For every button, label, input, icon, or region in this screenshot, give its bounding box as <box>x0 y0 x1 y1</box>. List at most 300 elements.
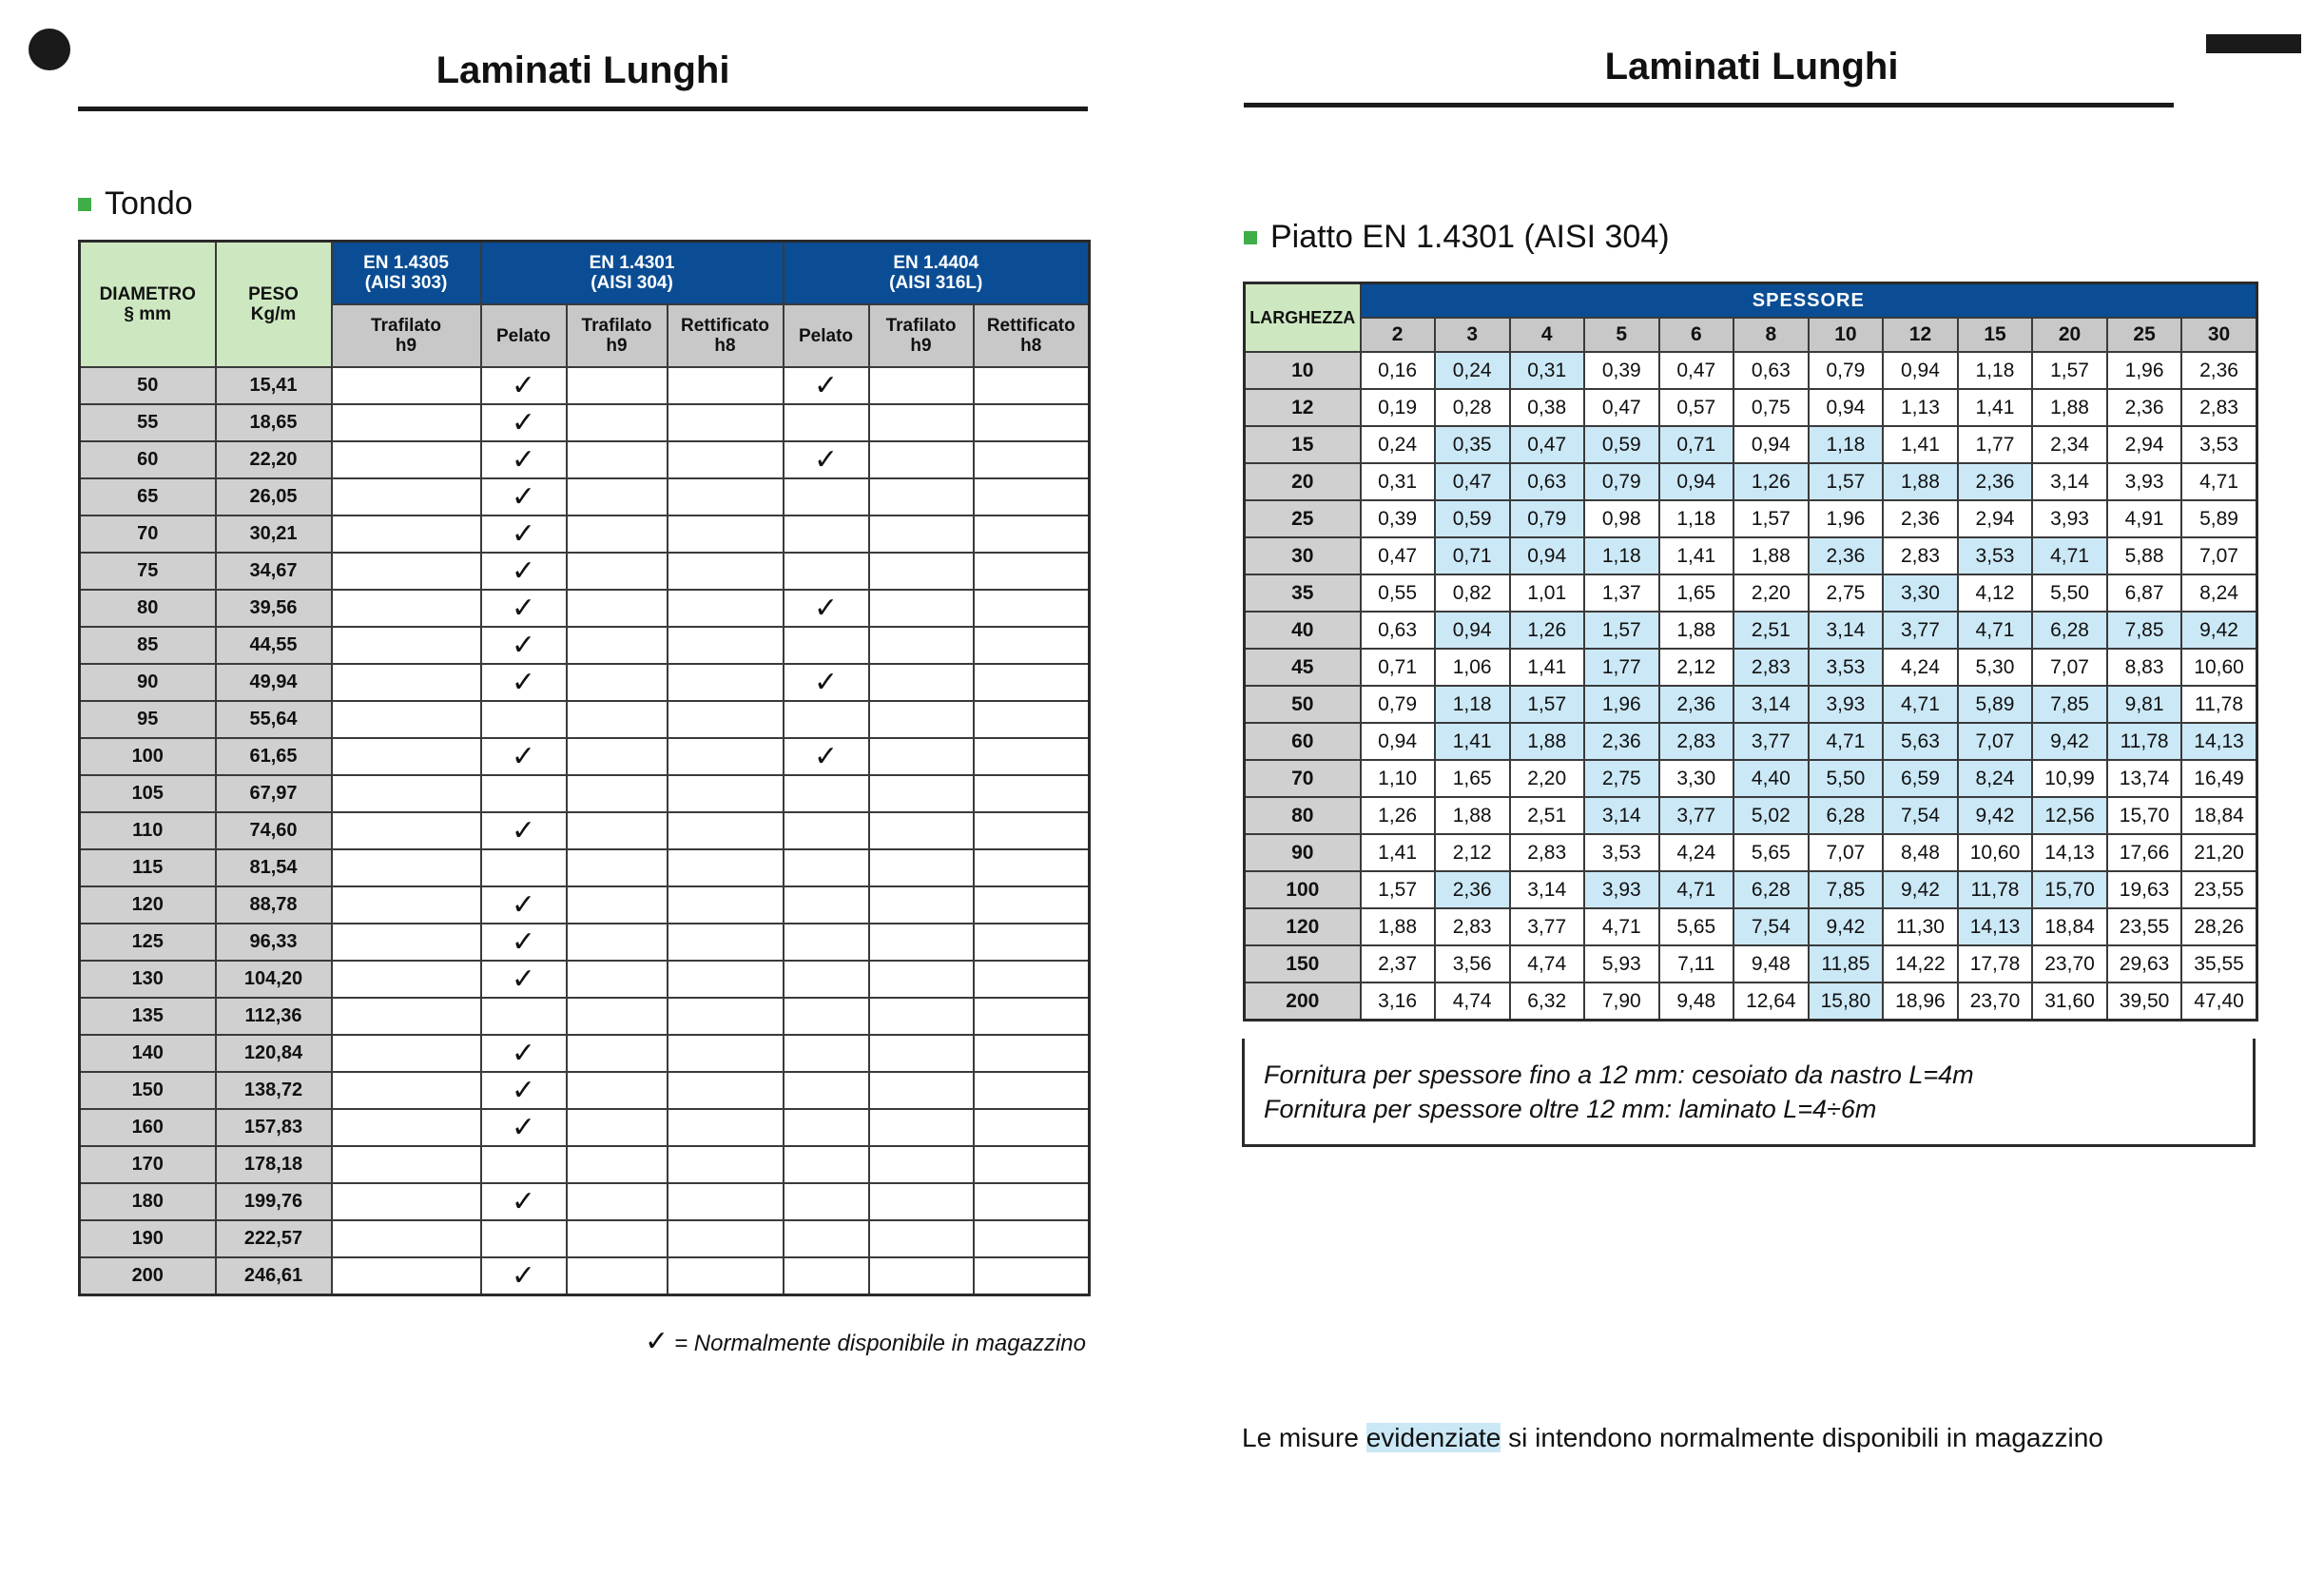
empty-cell <box>784 1035 869 1072</box>
empty-cell <box>784 1072 869 1109</box>
empty-cell <box>784 924 869 961</box>
weight-cell: 10,99 <box>2032 760 2107 797</box>
table-row <box>80 1183 1090 1220</box>
empty-cell <box>567 367 668 404</box>
empty-cell <box>668 1109 784 1146</box>
diametro-cell: 120 <box>80 886 216 924</box>
weight-cell-available: 2,83 <box>1659 723 1733 760</box>
sub-header: Rettificato h8 <box>974 304 1090 367</box>
weight-cell: 7,07 <box>1809 834 1883 871</box>
empty-cell <box>481 775 567 812</box>
weight-cell: 23,70 <box>1958 983 2032 1021</box>
weight-cell: 1,96 <box>2107 352 2181 389</box>
weight-cell: 6,32 <box>1510 983 1584 1021</box>
table-row <box>1245 463 2257 500</box>
diametro-cell: 85 <box>80 627 216 664</box>
peso-cell: 120,84 <box>216 1035 332 1072</box>
weight-cell-available: 1,18 <box>1435 686 1510 723</box>
weight-cell-available: 3,93 <box>1809 686 1883 723</box>
availability-check-cell: ✓ <box>481 1257 567 1295</box>
thickness-header: 20 <box>2032 318 2107 352</box>
availability-check-cell: ✓ <box>481 516 567 553</box>
weight-cell-available: 4,71 <box>1809 723 1883 760</box>
diametro-cell: 65 <box>80 478 216 516</box>
weight-cell: 0,19 <box>1361 389 1435 426</box>
green-bullet-icon <box>78 198 91 211</box>
weight-cell-available: 9,81 <box>2107 686 2181 723</box>
larghezza-cell: 25 <box>1245 500 1361 537</box>
empty-cell <box>974 590 1090 627</box>
col-header-diametro: DIAMETRO § mm <box>80 242 216 368</box>
empty-cell <box>974 775 1090 812</box>
weight-cell-available: 11,78 <box>2107 723 2181 760</box>
weight-cell: 1,41 <box>1883 426 1958 463</box>
empty-cell <box>869 701 974 738</box>
empty-cell <box>784 1257 869 1295</box>
availability-check-cell: ✓ <box>784 664 869 701</box>
thickness-header: 5 <box>1584 318 1659 352</box>
weight-cell-available: 0,71 <box>1659 426 1733 463</box>
peso-cell: 15,41 <box>216 367 332 404</box>
diametro-cell: 90 <box>80 664 216 701</box>
table-row <box>1245 686 2257 723</box>
weight-cell: 1,01 <box>1510 574 1584 612</box>
table-row <box>1245 426 2257 463</box>
weight-cell-available: 4,71 <box>2032 537 2107 574</box>
weight-cell: 0,94 <box>1883 352 1958 389</box>
table-row <box>80 664 1090 701</box>
group-header-spessore: SPESSORE <box>1361 283 2257 319</box>
table-row <box>1245 537 2257 574</box>
empty-cell <box>784 1109 869 1146</box>
weight-cell: 0,47 <box>1361 537 1435 574</box>
empty-cell <box>332 812 481 849</box>
empty-cell <box>869 367 974 404</box>
empty-cell <box>332 886 481 924</box>
availability-check-cell: ✓ <box>481 1183 567 1220</box>
weight-cell-available: 5,89 <box>1958 686 2032 723</box>
weight-cell: 12,64 <box>1733 983 1809 1021</box>
weight-cell: 16,49 <box>2181 760 2256 797</box>
empty-cell <box>481 1146 567 1183</box>
weight-cell: 0,57 <box>1659 389 1733 426</box>
weight-cell-available: 1,57 <box>1510 686 1584 723</box>
weight-cell: 1,41 <box>1361 834 1435 871</box>
weight-cell: 5,65 <box>1733 834 1809 871</box>
sub-header: Pelato <box>481 304 567 367</box>
supply-note-line-1: Fornitura per spessore fino a 12 mm: cesoiato da nastro L=4m <box>1264 1060 1974 1089</box>
weight-cell-available: 3,14 <box>1584 797 1659 834</box>
diametro-cell: 140 <box>80 1035 216 1072</box>
diametro-cell: 60 <box>80 441 216 478</box>
empty-cell <box>332 924 481 961</box>
weight-cell-available: 15,70 <box>2032 871 2107 908</box>
weight-cell: 28,26 <box>2181 908 2256 945</box>
weight-cell-available: 1,88 <box>1510 723 1584 760</box>
weight-cell: 4,74 <box>1435 983 1510 1021</box>
availability-check-cell: ✓ <box>481 367 567 404</box>
group-header-1-4301: EN 1.4301 (AISI 304) <box>481 242 784 305</box>
weight-cell: 0,28 <box>1435 389 1510 426</box>
weight-cell: 0,94 <box>1809 389 1883 426</box>
weight-cell: 1,65 <box>1659 574 1733 612</box>
diametro-cell: 135 <box>80 998 216 1035</box>
weight-cell-available: 5,63 <box>1883 723 1958 760</box>
weight-cell-available: 7,54 <box>1733 908 1809 945</box>
empty-cell <box>567 701 668 738</box>
empty-cell <box>869 961 974 998</box>
empty-cell <box>668 1183 784 1220</box>
weight-cell-available: 6,28 <box>1809 797 1883 834</box>
weight-cell: 5,30 <box>1958 649 2032 686</box>
table-row <box>80 998 1090 1035</box>
group-header-1-4404: EN 1.4404 (AISI 316L) <box>784 242 1090 305</box>
weight-cell: 17,78 <box>1958 945 2032 983</box>
availability-check-cell: ✓ <box>481 738 567 775</box>
col-header-peso: PESO Kg/m <box>216 242 332 368</box>
peso-cell: 104,20 <box>216 961 332 998</box>
table-row <box>1245 908 2257 945</box>
supply-note-box <box>1242 1039 2256 1147</box>
left-page-title: Laminati Lunghi <box>436 49 730 91</box>
diametro-cell: 160 <box>80 1109 216 1146</box>
empty-cell <box>869 590 974 627</box>
weight-cell: 1,37 <box>1584 574 1659 612</box>
weight-cell: 1,41 <box>1958 389 2032 426</box>
weight-cell: 18,96 <box>1883 983 1958 1021</box>
table-row <box>80 1072 1090 1109</box>
empty-cell <box>567 1109 668 1146</box>
empty-cell <box>481 849 567 886</box>
table-row <box>80 404 1090 441</box>
empty-cell <box>974 516 1090 553</box>
table-row <box>80 1257 1090 1295</box>
larghezza-cell: 45 <box>1245 649 1361 686</box>
table-row <box>80 701 1090 738</box>
weight-cell: 0,63 <box>1361 612 1435 649</box>
empty-cell <box>567 849 668 886</box>
weight-cell-available: 8,24 <box>1958 760 2032 797</box>
empty-cell <box>974 664 1090 701</box>
peso-cell: 44,55 <box>216 627 332 664</box>
weight-cell: 2,94 <box>2107 426 2181 463</box>
weight-cell: 3,30 <box>1659 760 1733 797</box>
empty-cell <box>567 404 668 441</box>
weight-cell-available: 7,07 <box>1958 723 2032 760</box>
weight-cell-available: 3,53 <box>1958 537 2032 574</box>
piatto-table <box>1243 282 2258 1021</box>
table-row <box>80 478 1090 516</box>
weight-cell-available: 1,57 <box>1584 612 1659 649</box>
table-row <box>1245 612 2257 649</box>
weight-cell-available: 15,80 <box>1809 983 1883 1021</box>
weight-cell: 1,18 <box>1659 500 1733 537</box>
weight-cell: 3,53 <box>2181 426 2256 463</box>
thickness-header: 15 <box>1958 318 2032 352</box>
table-row <box>1245 649 2257 686</box>
weight-cell: 0,94 <box>1361 723 1435 760</box>
table-row <box>80 886 1090 924</box>
tondo-section-heading <box>78 185 193 223</box>
empty-cell <box>567 998 668 1035</box>
empty-cell <box>332 1072 481 1109</box>
weight-cell-available: 0,94 <box>1510 537 1584 574</box>
right-title-rule <box>1244 103 2174 107</box>
availability-check-cell: ✓ <box>481 478 567 516</box>
empty-cell <box>332 404 481 441</box>
diametro-cell: 95 <box>80 701 216 738</box>
tondo-legend-text: = Normalmente disponibile in magazzino <box>674 1331 1086 1356</box>
weight-cell: 4,71 <box>1584 908 1659 945</box>
empty-cell <box>974 1220 1090 1257</box>
peso-cell: 61,65 <box>216 738 332 775</box>
weight-cell: 0,39 <box>1584 352 1659 389</box>
peso-cell: 138,72 <box>216 1072 332 1109</box>
empty-cell <box>668 886 784 924</box>
weight-cell: 1,18 <box>1958 352 2032 389</box>
empty-cell <box>567 1146 668 1183</box>
peso-cell: 222,57 <box>216 1220 332 1257</box>
table-row <box>80 590 1090 627</box>
availability-check-cell: ✓ <box>481 441 567 478</box>
empty-cell <box>869 441 974 478</box>
empty-cell <box>869 404 974 441</box>
empty-cell <box>869 849 974 886</box>
weight-cell: 18,84 <box>2032 908 2107 945</box>
table-row <box>80 627 1090 664</box>
weight-cell: 0,39 <box>1361 500 1435 537</box>
empty-cell <box>668 701 784 738</box>
weight-cell: 1,65 <box>1435 760 1510 797</box>
sub-header: Rettificato h8 <box>668 304 784 367</box>
weight-cell: 7,07 <box>2032 649 2107 686</box>
piatto-legend <box>1242 1423 2103 1453</box>
weight-cell-available: 0,79 <box>1510 500 1584 537</box>
weight-cell: 0,82 <box>1435 574 1510 612</box>
weight-cell-available: 0,59 <box>1435 500 1510 537</box>
weight-cell-available: 9,42 <box>2181 612 2256 649</box>
thickness-header: 25 <box>2107 318 2181 352</box>
table-row <box>80 516 1090 553</box>
weight-cell: 4,71 <box>2181 463 2256 500</box>
weight-cell-available: 1,41 <box>1435 723 1510 760</box>
weight-cell-available: 1,77 <box>1584 649 1659 686</box>
diametro-cell: 100 <box>80 738 216 775</box>
weight-cell: 2,83 <box>1883 537 1958 574</box>
weight-cell: 2,20 <box>1510 760 1584 797</box>
weight-cell: 4,91 <box>2107 500 2181 537</box>
table-row <box>1245 352 2257 389</box>
peso-cell: 88,78 <box>216 886 332 924</box>
larghezza-cell: 10 <box>1245 352 1361 389</box>
weight-cell: 0,55 <box>1361 574 1435 612</box>
availability-check-cell: ✓ <box>481 1072 567 1109</box>
empty-cell <box>668 1035 784 1072</box>
table-row <box>80 849 1090 886</box>
weight-cell-available: 9,42 <box>1883 871 1958 908</box>
empty-cell <box>974 701 1090 738</box>
weight-cell: 0,38 <box>1510 389 1584 426</box>
availability-check-cell: ✓ <box>784 590 869 627</box>
weight-cell: 1,88 <box>1733 537 1809 574</box>
peso-cell: 199,76 <box>216 1183 332 1220</box>
table-row <box>80 1220 1090 1257</box>
table-row <box>80 367 1090 404</box>
empty-cell <box>567 516 668 553</box>
empty-cell <box>974 1109 1090 1146</box>
weight-cell: 3,14 <box>1510 871 1584 908</box>
weight-cell-available: 0,94 <box>1435 612 1510 649</box>
weight-cell: 39,50 <box>2107 983 2181 1021</box>
weight-cell-available: 0,47 <box>1435 463 1510 500</box>
page-marker-dot <box>29 29 70 70</box>
empty-cell <box>668 516 784 553</box>
empty-cell <box>869 1220 974 1257</box>
table-row <box>1245 945 2257 983</box>
piatto-section-heading <box>1244 219 1670 256</box>
table-row <box>80 1109 1090 1146</box>
availability-check-cell: ✓ <box>481 553 567 590</box>
empty-cell <box>332 441 481 478</box>
empty-cell <box>332 1220 481 1257</box>
weight-cell-available: 2,75 <box>1584 760 1659 797</box>
weight-cell-available: 0,24 <box>1435 352 1510 389</box>
weight-cell: 2,51 <box>1510 797 1584 834</box>
availability-check-cell: ✓ <box>784 738 869 775</box>
empty-cell <box>668 1072 784 1109</box>
supply-note-line-2: Fornitura per spessore oltre 12 mm: laminato L=4÷6m <box>1264 1095 1877 1123</box>
weight-cell-available: 9,42 <box>1809 908 1883 945</box>
empty-cell <box>784 812 869 849</box>
empty-cell <box>869 1146 974 1183</box>
availability-check-cell: ✓ <box>784 441 869 478</box>
availability-check-cell: ✓ <box>481 924 567 961</box>
empty-cell <box>481 998 567 1035</box>
availability-check-cell: ✓ <box>481 404 567 441</box>
empty-cell <box>668 627 784 664</box>
table-row <box>80 812 1090 849</box>
weight-cell-available: 3,77 <box>1883 612 1958 649</box>
empty-cell <box>974 998 1090 1035</box>
tondo-table <box>78 240 1091 1296</box>
weight-cell-available: 5,02 <box>1733 797 1809 834</box>
empty-cell <box>567 924 668 961</box>
empty-cell <box>869 516 974 553</box>
weight-cell: 47,40 <box>2181 983 2256 1021</box>
empty-cell <box>784 886 869 924</box>
weight-cell-available: 0,71 <box>1435 537 1510 574</box>
weight-cell: 10,60 <box>2181 649 2256 686</box>
empty-cell <box>784 1146 869 1183</box>
weight-cell: 1,10 <box>1361 760 1435 797</box>
weight-cell-available: 9,42 <box>1958 797 2032 834</box>
table-row <box>1245 797 2257 834</box>
weight-cell-available: 6,28 <box>2032 612 2107 649</box>
larghezza-cell: 12 <box>1245 389 1361 426</box>
check-icon: ✓ <box>644 1326 669 1357</box>
weight-cell-available: 14,13 <box>2181 723 2256 760</box>
empty-cell <box>784 1220 869 1257</box>
weight-cell: 3,56 <box>1435 945 1510 983</box>
empty-cell <box>668 924 784 961</box>
weight-cell-available: 9,42 <box>2032 723 2107 760</box>
weight-cell-available: 6,59 <box>1883 760 1958 797</box>
availability-check-cell: ✓ <box>784 367 869 404</box>
weight-cell-available: 11,85 <box>1809 945 1883 983</box>
weight-cell-available: 14,13 <box>1958 908 2032 945</box>
empty-cell <box>974 961 1090 998</box>
peso-cell: 30,21 <box>216 516 332 553</box>
larghezza-cell: 100 <box>1245 871 1361 908</box>
weight-cell: 7,90 <box>1584 983 1659 1021</box>
diametro-cell: 200 <box>80 1257 216 1295</box>
weight-cell-available: 7,85 <box>1809 871 1883 908</box>
weight-cell: 2,83 <box>2181 389 2256 426</box>
weight-cell-available: 3,14 <box>1733 686 1809 723</box>
empty-cell <box>974 553 1090 590</box>
weight-cell-available: 2,36 <box>1659 686 1733 723</box>
weight-cell-available: 0,63 <box>1510 463 1584 500</box>
empty-cell <box>784 627 869 664</box>
table-row <box>1245 983 2257 1021</box>
weight-cell: 2,20 <box>1733 574 1809 612</box>
legend-highlight: evidenziate <box>1365 1423 1501 1452</box>
empty-cell <box>332 664 481 701</box>
weight-cell: 3,77 <box>1510 908 1584 945</box>
legend-text-after: si intendono normalmente disponibili in magazzino <box>1501 1423 2103 1452</box>
weight-cell: 9,48 <box>1659 983 1733 1021</box>
empty-cell <box>332 738 481 775</box>
empty-cell <box>567 1035 668 1072</box>
weight-cell: 0,31 <box>1361 463 1435 500</box>
empty-cell <box>332 775 481 812</box>
weight-cell: 2,94 <box>1958 500 2032 537</box>
empty-cell <box>974 1035 1090 1072</box>
diametro-cell: 55 <box>80 404 216 441</box>
weight-cell-available: 0,35 <box>1435 426 1510 463</box>
empty-cell <box>869 998 974 1035</box>
weight-cell: 2,83 <box>1510 834 1584 871</box>
weight-cell: 1,57 <box>2032 352 2107 389</box>
empty-cell <box>784 775 869 812</box>
weight-cell: 0,79 <box>1361 686 1435 723</box>
weight-cell: 0,16 <box>1361 352 1435 389</box>
diametro-cell: 80 <box>80 590 216 627</box>
weight-cell: 2,36 <box>2107 389 2181 426</box>
weight-cell-available: 0,47 <box>1510 426 1584 463</box>
larghezza-cell: 60 <box>1245 723 1361 760</box>
diametro-cell: 110 <box>80 812 216 849</box>
empty-cell <box>332 849 481 886</box>
weight-cell: 2,37 <box>1361 945 1435 983</box>
weight-cell: 29,63 <box>2107 945 2181 983</box>
empty-cell <box>784 478 869 516</box>
weight-cell-available: 3,93 <box>1584 871 1659 908</box>
legend-text-before: Le misure <box>1242 1423 1366 1452</box>
sub-header: Trafilato h9 <box>332 304 481 367</box>
weight-cell: 0,94 <box>1733 426 1809 463</box>
larghezza-cell: 30 <box>1245 537 1361 574</box>
weight-cell: 8,83 <box>2107 649 2181 686</box>
empty-cell <box>332 553 481 590</box>
weight-cell: 17,66 <box>2107 834 2181 871</box>
empty-cell <box>668 961 784 998</box>
empty-cell <box>869 1072 974 1109</box>
weight-cell: 0,47 <box>1659 352 1733 389</box>
empty-cell <box>567 738 668 775</box>
empty-cell <box>869 1035 974 1072</box>
piatto-section-title: Piatto EN 1.4301 (AISI 304) <box>1270 219 1670 255</box>
